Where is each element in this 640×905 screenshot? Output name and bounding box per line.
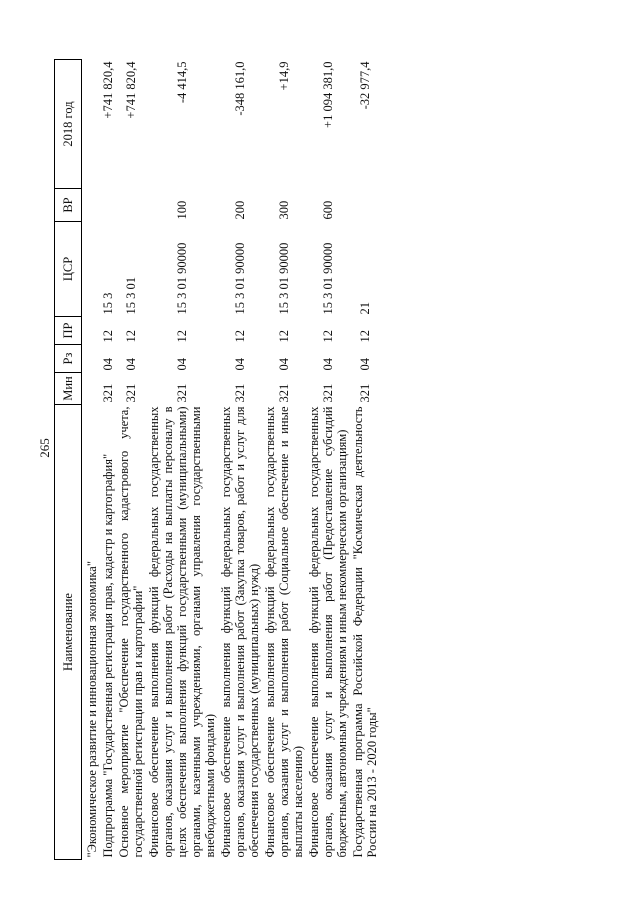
row-vr: 600 <box>321 200 335 220</box>
table-row <box>305 60 349 860</box>
row-min: 321 <box>358 383 372 403</box>
row-vr <box>99 189 115 222</box>
row-rz: 04 <box>233 358 247 371</box>
program-title: "Экономическое развитие и инновационная экономика" <box>85 561 99 858</box>
program-title-row <box>82 60 100 860</box>
header-vr: ВР <box>55 189 82 222</box>
budget-table <box>54 59 379 860</box>
row-amount: +14,9 <box>277 61 291 91</box>
header-year: 2018 год <box>55 60 82 189</box>
row-amount: -4 414,5 <box>175 61 189 104</box>
row-name: Государственная программа Российской Федерации "Космическая деятельность России на 2013 - 2020 годы" <box>351 406 379 858</box>
header-min: Мин <box>55 373 82 405</box>
row-pr: 12 <box>321 330 335 343</box>
row-pr: 12 <box>101 330 115 343</box>
row-name: Финансовое обеспечение выполнения функций федеральных государственных органов, оказания услуг и выполнения работ (Социальное обеспечение и иные выплаты населению) <box>263 406 305 858</box>
row-rz: 04 <box>277 358 291 371</box>
row-csr: 15 3 <box>101 292 115 315</box>
header-name: Наименование <box>55 405 82 860</box>
row-min: 321 <box>101 383 115 403</box>
row-pr: 12 <box>358 330 372 343</box>
row-vr: 100 <box>175 200 189 220</box>
row-vr: 300 <box>277 200 291 220</box>
header-rz: Рз <box>55 345 82 373</box>
table-row <box>145 60 217 860</box>
row-rz: 04 <box>358 358 372 371</box>
row-rz: 04 <box>175 358 189 371</box>
row-amount: +1 094 381,0 <box>321 61 335 128</box>
row-rz: 04 <box>321 358 335 371</box>
table-row <box>349 60 379 860</box>
row-name: Финансовое обеспечение выполнения функций федеральных государственных органов, оказания услуг и выполнения работ (Предоставление субсидий бюджетным, автономным учреждениям и иным некоммерческим организациям) <box>307 406 349 858</box>
row-min: 321 <box>124 383 138 403</box>
page-number: 265 <box>37 438 52 458</box>
row-pr: 12 <box>175 330 189 343</box>
rotated-page <box>54 60 594 860</box>
row-name: Финансовое обеспечение выполнения функций федеральных государственных органов, оказания услуг и выполнения работ (Закупка товаров, работ и услуг для обеспечения государственных (муниципальных) нужд) <box>219 406 261 858</box>
table-header <box>55 60 82 860</box>
row-amount: +741 820,4 <box>101 61 115 119</box>
row-amount: -348 161,0 <box>233 61 247 116</box>
row-vr <box>349 189 379 222</box>
table-row <box>261 60 305 860</box>
row-rz: 04 <box>101 358 115 371</box>
table-row <box>217 60 261 860</box>
row-min: 321 <box>233 383 247 403</box>
row-amount: +741 820,4 <box>124 61 138 119</box>
row-csr: 15 3 01 <box>124 277 138 315</box>
row-name: Основное мероприятие "Обеспечение государственного кадастрового учета, государственной регистрации прав и картографии" <box>117 406 145 858</box>
row-pr: 12 <box>233 330 247 343</box>
table-row <box>115 60 145 860</box>
row-min: 321 <box>175 383 189 403</box>
row-vr: 200 <box>233 200 247 220</box>
row-csr: 21 <box>358 302 372 315</box>
row-pr: 12 <box>277 330 291 343</box>
row-csr: 15 3 01 90000 <box>277 242 291 315</box>
row-csr: 15 3 01 90000 <box>233 242 247 315</box>
row-csr: 15 3 01 90000 <box>321 242 335 315</box>
row-min: 321 <box>321 383 335 403</box>
header-csr: ЦСР <box>55 222 82 317</box>
row-min: 321 <box>277 383 291 403</box>
row-amount: -32 977,4 <box>358 61 372 110</box>
row-vr <box>115 189 145 222</box>
row-rz: 04 <box>124 358 138 371</box>
row-name: Подпрограмма "Государственная регистрация прав, кадастр и картография" <box>101 453 115 858</box>
row-csr: 15 3 01 90000 <box>175 242 189 315</box>
row-pr: 12 <box>124 330 138 343</box>
table-row <box>99 60 115 860</box>
header-pr: ПР <box>55 317 82 345</box>
row-name: Финансовое обеспечение выполнения функций федеральных государственных органов, оказания услуг и выполнения работ (Расходы на выплаты персоналу в целях обеспечения выполнения функций государственными (муниципальными) органами, казенными учреждениями, органами управления государственными внебюджетными фондами) <box>147 406 217 858</box>
